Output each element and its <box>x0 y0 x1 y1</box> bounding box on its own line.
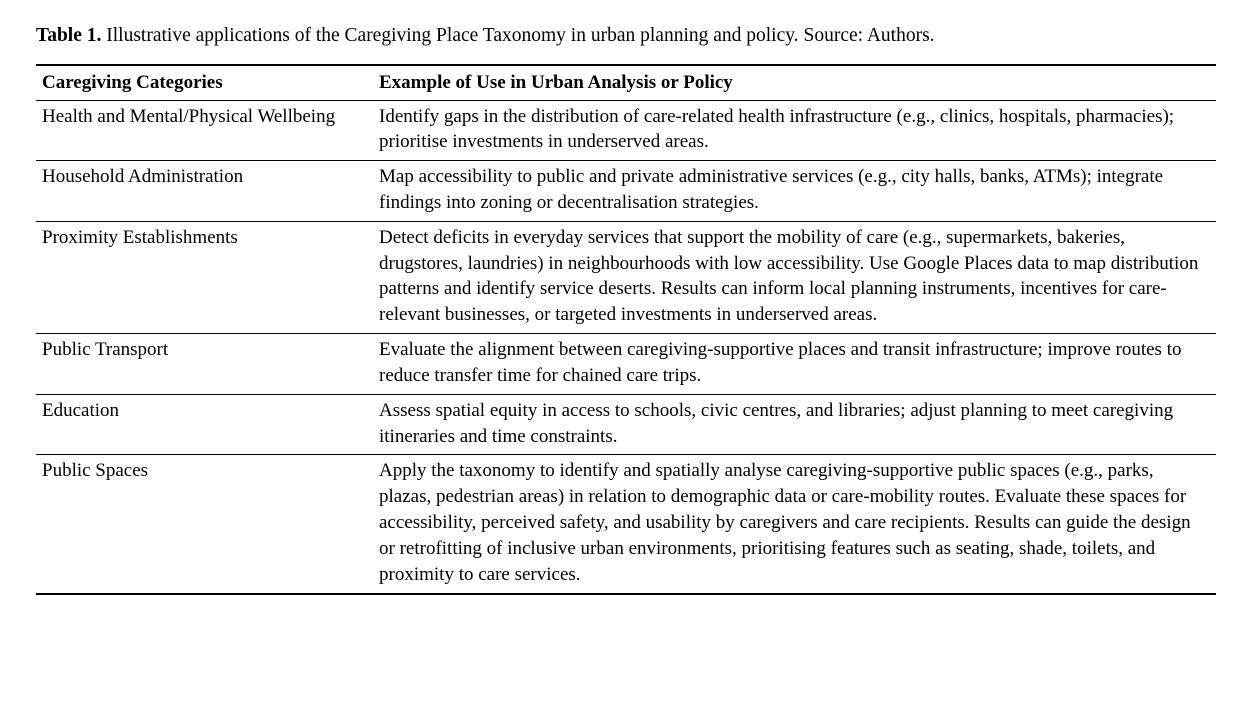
taxonomy-table <box>36 64 1216 595</box>
cell-example: Identify gaps in the distribution of care-related health infrastructure (e.g., clinics, hospitals, pharmacies); prioritise investments in underserved areas. <box>373 100 1216 161</box>
cell-category: Proximity Establishments <box>36 221 373 333</box>
cell-example: Map accessibility to public and private administrative services (e.g., city halls, banks, ATMs); integrate findings into zoning or decentralisation strategies. <box>373 161 1216 222</box>
column-header-caregiving-categories: Caregiving Categories <box>36 65 373 100</box>
cell-example: Assess spatial equity in access to schools, civic centres, and libraries; adjust planning to meet caregiving itineraries and time constraints. <box>373 394 1216 455</box>
table-caption <box>36 22 1219 50</box>
cell-category: Public Spaces <box>36 455 373 594</box>
table-row <box>36 100 1216 161</box>
table-row <box>36 161 1216 222</box>
cell-example: Evaluate the alignment between caregiving-supportive places and transit infrastructure; improve routes to reduce transfer time for chained care trips. <box>373 334 1216 395</box>
table-row <box>36 221 1216 333</box>
cell-category: Household Administration <box>36 161 373 222</box>
cell-category: Health and Mental/Physical Wellbeing <box>36 100 373 161</box>
table-row <box>36 455 1216 594</box>
column-header-example-of-use: Example of Use in Urban Analysis or Policy <box>373 65 1216 100</box>
cell-category: Education <box>36 394 373 455</box>
table-caption-label: Table 1. <box>36 25 102 46</box>
cell-category: Public Transport <box>36 334 373 395</box>
table-row <box>36 394 1216 455</box>
table-caption-text: Illustrative applications of the Caregiving Place Taxonomy in urban planning and policy. Source: Authors. <box>101 25 935 46</box>
cell-example: Detect deficits in everyday services that support the mobility of care (e.g., supermarkets, bakeries, drugstores, laundries) in neighbourhoods with low accessibility. Use Google Places data to map distribution patterns and identify service deserts. Results can inform local planning instruments, incentives for care-relevant businesses, or targeted investments in underserved areas. <box>373 221 1216 333</box>
cell-example: Apply the taxonomy to identify and spatially analyse caregiving-supportive public spaces (e.g., parks, plazas, pedestrian areas) in relation to demographic data or care-mobility routes. Evaluate these spaces for accessibility, perceived safety, and usability by caregivers and care recipients. Results can guide the design or retrofitting of inclusive urban environments, prioritising features such as seating, shade, toilets, and proximity to care services. <box>373 455 1216 594</box>
table-header-row <box>36 65 1216 100</box>
table-row <box>36 334 1216 395</box>
